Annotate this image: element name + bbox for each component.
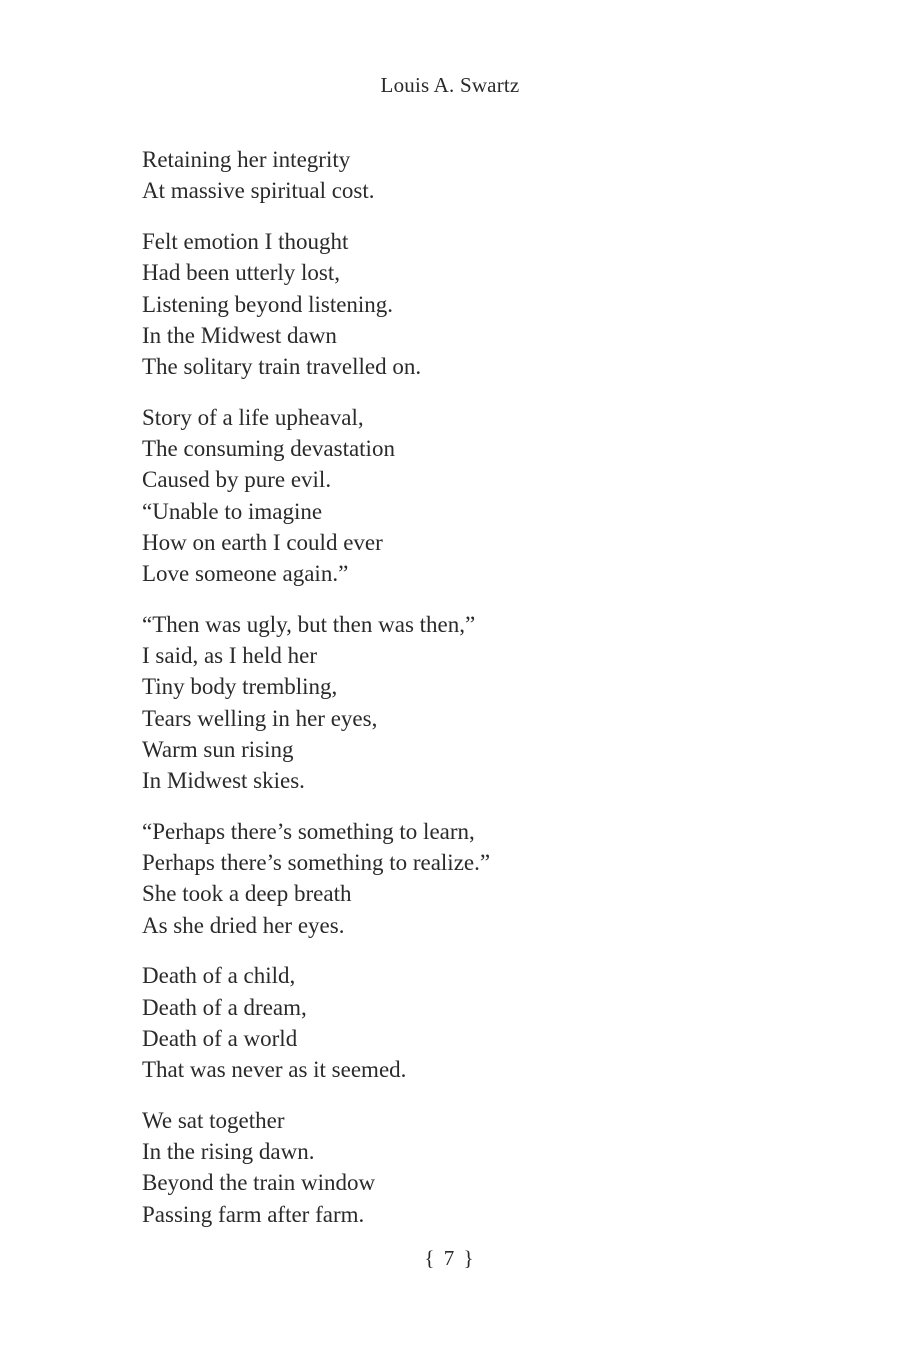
poem-line: In Midwest skies. [142, 768, 305, 793]
stanza-4 [142, 609, 762, 797]
stanza-5 [142, 816, 762, 941]
poem-line: Perhaps there’s something to realize.” [142, 850, 491, 875]
poem-line: At massive spiritual cost. [142, 178, 375, 204]
poem-line: “Then was ugly, but then was then,” [142, 611, 476, 637]
poem-body [142, 144, 762, 1249]
poem-line: We sat together [142, 1107, 285, 1133]
poem-line: Love someone again.” [142, 561, 349, 586]
poem-line: How on earth I could ever [142, 529, 383, 555]
poem-line: Death of a world [142, 1025, 298, 1051]
poem-line: I said, as I held her [142, 643, 317, 668]
page-number: { 7 } [424, 1246, 476, 1270]
stanza-2 [142, 226, 762, 382]
poem-line: The solitary train travelled on. [142, 354, 422, 379]
poem-line: Tiny body trembling, [142, 674, 338, 700]
poem-line: In the rising dawn. [142, 1139, 315, 1164]
poem-line: Caused by pure evil. [142, 467, 332, 493]
poem-line: Beyond the train window [142, 1170, 376, 1196]
stanza-3 [142, 402, 762, 590]
stanza-1 [142, 144, 762, 207]
stanza-7 [142, 1105, 762, 1230]
running-header-author: Louis A. Swartz [380, 73, 520, 97]
poem-line: The consuming devastation [142, 436, 395, 461]
poem-line: Passing farm after farm. [142, 1201, 365, 1227]
poem-line: As she dried her eyes. [142, 912, 345, 938]
poem-line: Retaining her integrity [142, 147, 351, 172]
poem-line: She took a deep breath [142, 881, 352, 907]
poem-line: “Unable to imagine [142, 498, 323, 524]
poem-line: Felt emotion I thought [142, 229, 349, 254]
poem-line: Had been utterly lost, [142, 260, 341, 286]
poem-line: Death of a dream, [142, 994, 307, 1020]
poem-line: Story of a life upheaval, [142, 404, 364, 430]
poem-line: That was never as it seemed. [142, 1057, 407, 1082]
poem-line: In the Midwest dawn [142, 322, 337, 348]
stanza-6 [142, 960, 762, 1085]
poem-line: Warm sun rising [142, 736, 294, 762]
poem-line: “Perhaps there’s something to learn, [142, 818, 475, 844]
poem-line: Listening beyond listening. [142, 291, 394, 317]
poem-line: Death of a child, [142, 963, 296, 989]
poem-line: Tears welling in her eyes, [142, 705, 378, 731]
